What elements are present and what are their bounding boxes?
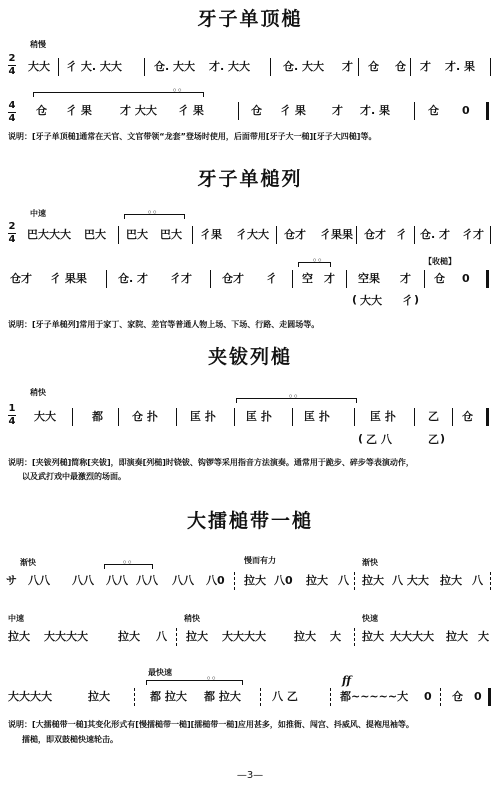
note-group: 0 <box>462 104 470 117</box>
tempo-marking: 渐快 <box>20 558 36 567</box>
section-4-note-2: 擂槌，即双鼓槌快速轮击。 <box>22 735 118 744</box>
bar-line <box>490 58 491 76</box>
note-group: 彳才 <box>170 272 192 285</box>
ending-tag: 【收槌】 <box>424 257 456 266</box>
note-group: 拉大 <box>306 574 328 587</box>
section-1-title: 牙子单顶槌 <box>197 8 303 30</box>
tempo-marking: 中速 <box>8 614 24 623</box>
note-group: 大大大大 <box>8 690 52 703</box>
final-bar-line <box>486 102 489 120</box>
note-group: 大 <box>330 630 341 643</box>
note-group: 八八 <box>172 574 194 587</box>
dashed-bar-line <box>260 688 262 706</box>
note-group: 仓. 才 <box>118 272 149 285</box>
bar-line <box>346 270 347 288</box>
note-group: 八 乙 <box>272 690 298 703</box>
note-group: 都 <box>92 410 103 423</box>
dashed-bar-line <box>354 628 356 646</box>
section-3-note-1: 说明：[夹钹列槌]简称[夹钹]，即演奏[列槌]时铙钹、钩锣等采用指音方法演奏。通常用于跪步、碎步等表演动作， <box>8 458 414 467</box>
dashed-bar-line <box>490 572 492 590</box>
note-group: 巴大 <box>126 228 148 241</box>
note-group: 匡 扑 <box>304 410 330 423</box>
note-group: 仓 <box>395 60 406 73</box>
time-signature: 4 4 <box>8 100 16 124</box>
note-group: 才. 大大 <box>209 60 251 73</box>
section-1-note: 说明：[牙子单顶槌]通常在天官、文官带领“龙套”登场时使用，后面带用[牙子大一槌][牙子大四槌]等。 <box>8 132 377 141</box>
tempo-marking: 慢而有力 <box>244 556 276 565</box>
bar-line <box>358 58 359 76</box>
note-group: 仓才 <box>222 272 244 285</box>
bar-line <box>414 408 415 426</box>
bar-line <box>356 226 357 244</box>
note-group: 八八 <box>136 574 158 587</box>
note-group: 仓. 才 <box>420 228 451 241</box>
final-bar-line <box>488 688 491 706</box>
note-group: 0 <box>474 690 482 703</box>
note-group: 拉大 <box>186 630 208 643</box>
dashed-bar-line <box>176 628 178 646</box>
note-group: 0 <box>424 690 432 703</box>
note-group: 彳 果 <box>66 104 92 117</box>
note-group: 才 <box>342 60 353 73</box>
bar-line <box>118 226 119 244</box>
note-group: 匡 扑 <box>370 410 396 423</box>
tempo-marking: 渐快 <box>362 558 378 567</box>
note-group: 都 拉大 <box>150 690 187 703</box>
section-2-title: 牙子单槌列 <box>197 168 303 190</box>
note-group: 大大 <box>34 410 56 423</box>
note-group: 仓 <box>368 60 379 73</box>
note-group: 乙 <box>428 410 439 423</box>
bar-line <box>192 226 193 244</box>
note-group: 彳 果 <box>280 104 306 117</box>
note-group: 仓 <box>462 410 473 423</box>
time-signature: 2 4 <box>8 53 16 77</box>
note-group: 才 <box>324 272 335 285</box>
note-group: 大大大大 <box>44 630 88 643</box>
tie-line <box>203 92 204 97</box>
note-group: 大 <box>478 630 489 643</box>
final-bar-line <box>486 408 489 426</box>
section-4-title: 大擂槌带一槌 <box>186 510 313 532</box>
bar-line <box>106 270 107 288</box>
note-group: 拉大 <box>440 574 462 587</box>
note-group: 大大大大 <box>222 630 266 643</box>
time-signature: 2 4 <box>8 221 16 245</box>
bar-line <box>354 408 355 426</box>
note-group: 仓 <box>434 272 445 285</box>
section-2-note: 说明：[牙子单槌列]常用于家丁、家院、差官等普通人物上场、下场、行路、走圆场等。 <box>8 320 320 329</box>
note-group: 八0 <box>206 574 225 587</box>
note-group: 拉大 <box>8 630 30 643</box>
note-group: 八八 <box>106 574 128 587</box>
note-group: 仓 <box>452 690 463 703</box>
note-group: 都~~~~~大 <box>340 690 409 703</box>
note-group: 空 <box>302 272 313 285</box>
bar-line <box>490 226 491 244</box>
note-group: 仓 <box>428 104 439 117</box>
note-group: 拉大 <box>244 574 266 587</box>
note-group: 八 大大 <box>392 574 429 587</box>
dashed-bar-line <box>354 572 356 590</box>
note-group: 八八 <box>28 574 50 587</box>
dashed-bar-line <box>330 688 332 706</box>
bar-line <box>276 226 277 244</box>
bar-line <box>238 102 239 120</box>
note-group: 乙 <box>428 433 439 446</box>
note-group: 八 <box>156 630 167 643</box>
note-group: 仓 <box>251 104 262 117</box>
note-group: 彳才 <box>462 228 484 241</box>
time-signature: 1 4 <box>8 403 16 427</box>
bar-line <box>118 408 119 426</box>
note-group: 仓. 大大 <box>283 60 325 73</box>
bar-line <box>58 58 59 76</box>
note-group: 八 <box>472 574 483 587</box>
bar-line <box>410 58 411 76</box>
dashed-bar-line <box>440 688 442 706</box>
note-group: 彳 果 <box>178 104 204 117</box>
tempo-marking: 稍快 <box>30 388 46 397</box>
section-3-note-2: 以及武打戏中最激烈的场面。 <box>22 472 126 481</box>
tie-line <box>146 680 242 681</box>
note-group: 仓才 <box>10 272 32 285</box>
bar-line <box>292 408 293 426</box>
note-group: 拉大 <box>88 690 110 703</box>
bar-line <box>144 58 145 76</box>
section-4-note-1: 说明：[大擂槌带一槌]其变化形式有[慢擂槌带一槌][擂槌带一槌]应用甚多，如推衙、闯宫、抖威风、提袍甩袖等。 <box>8 720 414 729</box>
note-group: 彳 <box>402 294 413 307</box>
note-group: 仓才 <box>364 228 386 241</box>
bar-line <box>292 270 293 288</box>
tempo-marking: 最快速 <box>148 668 172 677</box>
note-group: 八八 <box>72 574 94 587</box>
section-3-title: 夹钹列槌 <box>207 346 292 368</box>
note-group: 才. 果 <box>445 60 476 73</box>
note-group: 八 <box>338 574 349 587</box>
bar-line <box>234 408 235 426</box>
tempo-marking: 稍快 <box>184 614 200 623</box>
note-group: 才 <box>332 104 343 117</box>
note-group: 彳 果果 <box>50 272 87 285</box>
dashed-bar-line <box>234 572 236 590</box>
note-group: 彳大大 <box>236 228 269 241</box>
note-group: 0 <box>462 272 470 285</box>
note-group: 彳 大. 大大 <box>66 60 122 73</box>
note-group: 巴大大大 <box>27 228 71 241</box>
note-group: 拉大 <box>362 574 384 587</box>
note-group: 才. 果 <box>360 104 391 117</box>
note-group: 仓 <box>36 104 47 117</box>
note-group: 巴大 <box>84 228 106 241</box>
dynamic-marking: ff <box>342 674 352 687</box>
bar-line <box>210 270 211 288</box>
note-group: 拉大 <box>294 630 316 643</box>
note-group: 彳 <box>266 272 277 285</box>
note-group: 仓. 大大 <box>154 60 196 73</box>
bar-line <box>72 408 73 426</box>
page-number: —3— <box>236 770 264 781</box>
note-group: 才 <box>420 60 431 73</box>
dashed-bar-line <box>134 688 136 706</box>
bar-line <box>414 226 415 244</box>
score-page: 牙子单顶槌 稍慢 2 4 大大 彳 大. 大大 仓. 大大 才. 大大 仓. 大大 才 仓 仓 才 才. 果 4 4 ◦◦ 仓 彳 果 才 大大 彳 果 仓 彳 果 才 才. 果 仓 0 说明：[牙子单顶槌]通常在天官、文官带领“龙套”登场时使用，后面带用[牙子大一槌][牙子大四槌]等。 牙子单槌列 中速 2 4 ◦◦ 巴大大大 巴大 巴大 巴大 彳果 彳大大 仓才 彳果果 仓才 彳 仓. 才 彳才 【收槌】 ◦◦ 仓才 彳 果果 仓. 才 彳才 仓才 彳 空 才 空果 才 仓 0 ( 大大 彳 ) 说明：[牙子单槌列]常用于家丁、家院、差官等普通人物上场、下场、行路、走圆场等。 夹钹列槌 稍快 1 4 ◦◦ 大大 都 仓 扑 匡 扑 匡 扑 匡 扑 匡 扑 乙 仓 ( 乙 八 乙 ) 说明：[夹钹列槌]简称[夹钹]，即演奏[列槌]时铙钹、钩锣等采用指音方法演奏。通常用于跪步、碎步等表演动作， 以及武打戏中最激烈的场面。 大擂槌带一槌 渐快 慢而有力 渐快 ◦◦ サ 八八 八八 八八 八八 八八 八0 拉大 八0 拉大 八 拉大 八 大大 拉大 八 中速 稍快 快速 拉大 大大大大 拉大 八 拉大 大大大大 拉大 大 拉大 大大大大 拉大 大 最快速 ◦◦ ff 大大大大 拉大 都 拉大 都 拉大 八 乙 都~~~~~大 0 仓 0 说明：[大擂槌带一槌]其变化形式有[慢擂槌带一槌][擂槌带一槌]应用甚多，如推衙、闯宫、抖威风、提袍甩袖等。 擂槌，即双鼓槌快速轮击。 —3— <box>0 0 500 787</box>
bar-line <box>414 102 415 120</box>
note-group: 彳果果 <box>320 228 353 241</box>
note-group: 才 大大 <box>120 104 157 117</box>
note-group: 匡 扑 <box>246 410 272 423</box>
note-group: 彳果 <box>200 228 222 241</box>
note-group: 拉大 <box>446 630 468 643</box>
tie-line <box>33 92 34 97</box>
note-group: 巴大 <box>160 228 182 241</box>
note-group: 八0 <box>274 574 293 587</box>
note-group: 拉大 <box>362 630 384 643</box>
note-group: 空果 <box>358 272 380 285</box>
note-group: 匡 扑 <box>190 410 216 423</box>
note-group: 大大 <box>360 294 382 307</box>
free-meter-mark: サ <box>6 574 17 587</box>
final-bar-line <box>486 270 489 288</box>
note-group: 都 拉大 <box>204 690 241 703</box>
bar-line <box>452 408 453 426</box>
bar-line <box>270 58 271 76</box>
note-group: 乙 八 <box>366 433 392 446</box>
note-group: 彳 <box>396 228 407 241</box>
bar-line <box>424 270 425 288</box>
note-group: 仓 扑 <box>132 410 158 423</box>
tempo-marking: 中速 <box>30 209 46 218</box>
note-group: 仓才 <box>284 228 306 241</box>
tempo-marking: 稍慢 <box>30 40 46 49</box>
note-group: 拉大 <box>118 630 140 643</box>
note-group: 大大大大 <box>390 630 434 643</box>
tempo-marking: 快速 <box>362 614 378 623</box>
note-group: 大大 <box>28 60 50 73</box>
note-group: 才 <box>400 272 411 285</box>
bar-line <box>176 408 177 426</box>
